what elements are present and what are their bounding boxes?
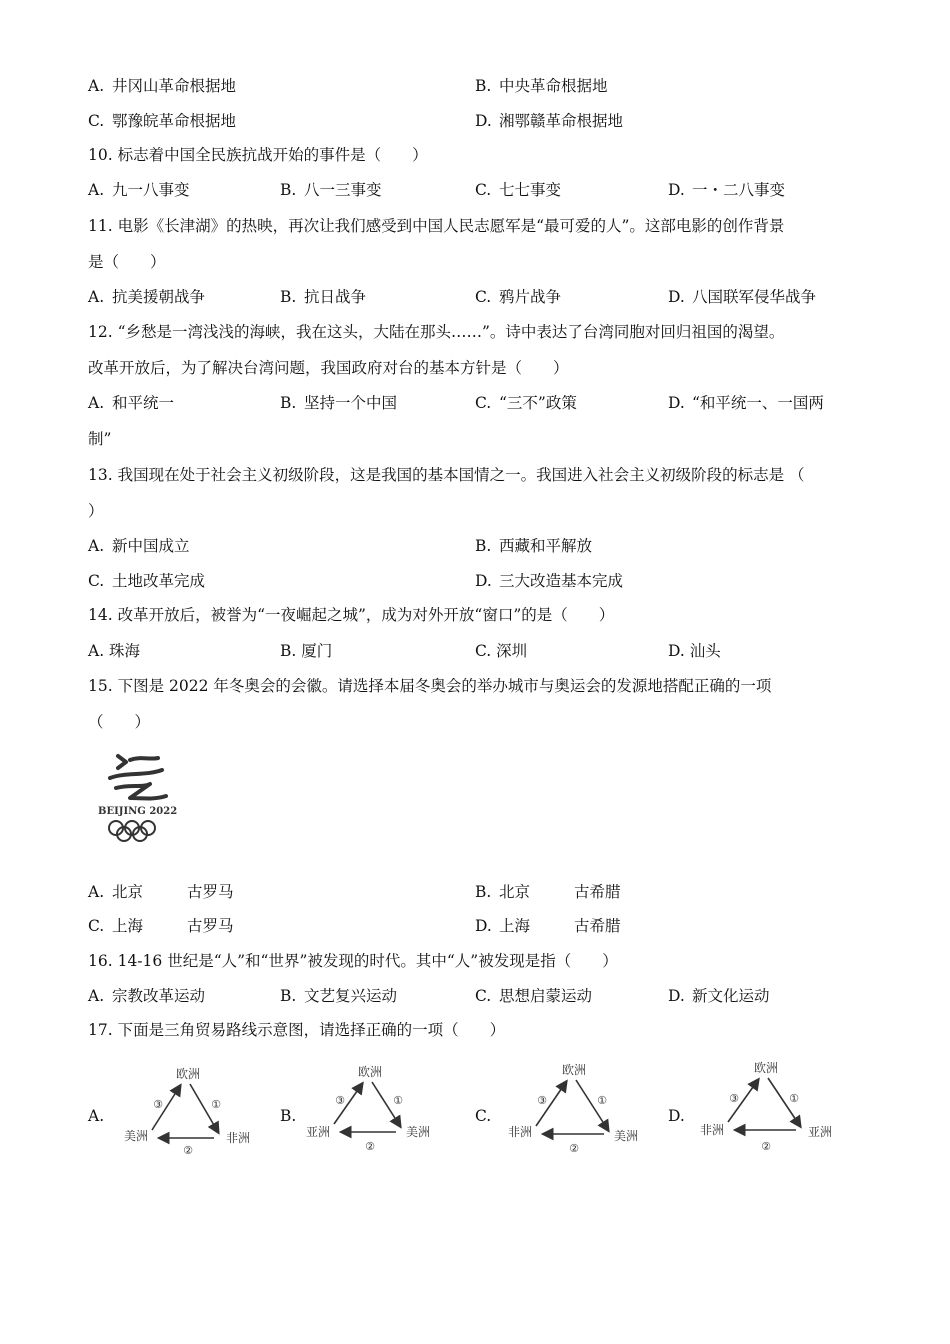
- q17-d-num1: ①: [789, 1092, 799, 1105]
- q12-option-d[interactable]: D. “和平统一、一国两: [668, 394, 824, 412]
- emblem-text: BEIJING 2022: [98, 806, 178, 817]
- q14-option-c[interactable]: C. 深圳: [475, 642, 528, 660]
- q17-option-a-label[interactable]: A.: [88, 1107, 105, 1125]
- q17-a-num1: ①: [211, 1098, 221, 1111]
- q17-d-top: 欧洲: [753, 1061, 779, 1075]
- q17-option-b-diagram[interactable]: [300, 1060, 440, 1154]
- q11-stem-line2: 是（ ）: [88, 253, 166, 271]
- q9-option-c[interactable]: C. 鄂豫皖革命根据地: [88, 112, 237, 130]
- q17-option-d-label[interactable]: D.: [668, 1107, 685, 1125]
- q16-option-d[interactable]: D. 新文化运动: [668, 987, 770, 1005]
- q11-option-a[interactable]: A. 抗美援朝战争: [88, 288, 206, 306]
- q11-option-c[interactable]: C. 鸦片战争: [475, 288, 562, 306]
- q12-option-a[interactable]: A. 和平统一: [88, 394, 175, 412]
- q12-option-c[interactable]: C. “三不”政策: [475, 394, 577, 412]
- q17-b-right: 美洲: [405, 1125, 431, 1139]
- q11-option-b[interactable]: B. 抗日战争: [280, 288, 367, 306]
- q15-option-c[interactable]: C. 上海 古罗马: [88, 917, 234, 935]
- q13-stem-line1: 13. 我国现在处于社会主义初级阶段，这是我国的基本国情之一。我国进入社会主义初级阶段的标志是 （: [88, 466, 805, 484]
- q17-option-c-diagram[interactable]: [500, 1058, 648, 1156]
- q10-option-d[interactable]: D. 一・二八事变: [668, 181, 786, 199]
- q17-a-top: 欧洲: [175, 1067, 201, 1081]
- q17-option-b-label[interactable]: B.: [280, 1107, 297, 1125]
- q13-stem-line2: ）: [88, 502, 104, 520]
- q14-option-d[interactable]: D. 汕头: [668, 642, 721, 660]
- q17-c-num1: ①: [597, 1094, 607, 1107]
- q15-option-a[interactable]: A. 北京 古罗马: [88, 883, 234, 901]
- q10-option-a[interactable]: A. 九一八事变: [88, 181, 190, 199]
- q14-option-b[interactable]: B. 厦门: [280, 642, 333, 660]
- q12-option-d-wrap: 制”: [88, 430, 112, 448]
- q13-option-a[interactable]: A. 新中国成立: [88, 537, 190, 555]
- winter-olympics-emblem-icon: [96, 748, 178, 844]
- q17-b-top: 欧洲: [357, 1065, 383, 1079]
- q13-option-b[interactable]: B. 西藏和平解放: [475, 537, 593, 555]
- q17-c-left: 非洲: [507, 1125, 533, 1139]
- q17-b-left: 亚洲: [305, 1125, 331, 1139]
- q12-stem-line2: 改革开放后，为了解决台湾问题，我国政府对台的基本方针是（ ）: [88, 359, 569, 377]
- q17-c-top: 欧洲: [561, 1063, 587, 1077]
- q17-c-right: 美洲: [613, 1129, 639, 1143]
- q11-option-d[interactable]: D. 八国联军侵华战争: [668, 288, 817, 306]
- q14-option-a[interactable]: A. 珠海: [88, 642, 141, 660]
- q17-a-right: 非洲: [225, 1131, 251, 1145]
- q17-d-right: 亚洲: [807, 1125, 833, 1139]
- q12-stem-line1: 12. “乡愁是一湾浅浅的海峡，我在这头，大陆在那头……”。诗中表达了台湾同胞对回归祖国的渴望。: [88, 323, 785, 341]
- beijing-2022-emblem: [96, 748, 178, 844]
- q15-option-b[interactable]: B. 北京 古希腊: [475, 883, 621, 901]
- q17-b-num2: ②: [365, 1140, 375, 1153]
- q17-option-d-diagram[interactable]: [690, 1056, 840, 1156]
- q9-option-d[interactable]: D. 湘鄂赣革命根据地: [475, 112, 624, 130]
- q15-stem-line2: （ ）: [88, 713, 151, 731]
- q17-b-num1: ①: [393, 1094, 403, 1107]
- q9-option-a[interactable]: A. 井冈山革命根据地: [88, 77, 237, 95]
- q17-c-num2: ②: [569, 1142, 579, 1155]
- q17-d-num2: ②: [761, 1140, 771, 1153]
- q17-b-num3: ③: [335, 1094, 345, 1107]
- q17-d-num3: ③: [729, 1092, 739, 1105]
- q10-stem: 10. 标志着中国全民族抗战开始的事件是（ ）: [88, 146, 428, 164]
- q17-a-num3: ③: [153, 1098, 163, 1111]
- q17-option-a-diagram[interactable]: [118, 1062, 258, 1156]
- q10-option-b[interactable]: B. 八一三事变: [280, 181, 382, 199]
- q16-option-b[interactable]: B. 文艺复兴运动: [280, 987, 398, 1005]
- q17-option-c-label[interactable]: C.: [475, 1107, 492, 1125]
- q12-option-b[interactable]: B. 坚持一个中国: [280, 394, 398, 412]
- q14-stem: 14. 改革开放后，被誉为“一夜崛起之城”，成为对外开放“窗口”的是（ ）: [88, 606, 615, 624]
- q17-a-left: 美洲: [123, 1129, 149, 1143]
- q15-option-d[interactable]: D. 上海 古希腊: [475, 917, 621, 935]
- q17-c-num3: ③: [537, 1094, 547, 1107]
- q17-stem: 17. 下面是三角贸易路线示意图，请选择正确的一项（ ）: [88, 1021, 506, 1039]
- q17-d-left: 非洲: [699, 1123, 725, 1137]
- q13-option-d[interactable]: D. 三大改造基本完成: [475, 572, 624, 590]
- q16-option-a[interactable]: A. 宗教改革运动: [88, 987, 206, 1005]
- q11-stem-line1: 11. 电影《长津湖》的热映，再次让我们感受到中国人民志愿军是“最可爱的人”。这部电影的创作背景: [88, 217, 785, 235]
- q15-stem-line1: 15. 下图是 2022 年冬奥会的会徽。请选择本届冬奥会的举办城市与奥运会的发源地搭配正确的一项: [88, 677, 772, 695]
- q16-stem: 16. 14-16 世纪是“人”和“世界”被发现的时代。其中“人”被发现是指（ ）: [88, 952, 618, 970]
- q17-a-num2: ②: [183, 1144, 193, 1156]
- q13-option-c[interactable]: C. 土地改革完成: [88, 572, 206, 590]
- q9-option-b[interactable]: B. 中央革命根据地: [475, 77, 608, 95]
- q10-option-c[interactable]: C. 七七事变: [475, 181, 562, 199]
- q16-option-c[interactable]: C. 思想启蒙运动: [475, 987, 593, 1005]
